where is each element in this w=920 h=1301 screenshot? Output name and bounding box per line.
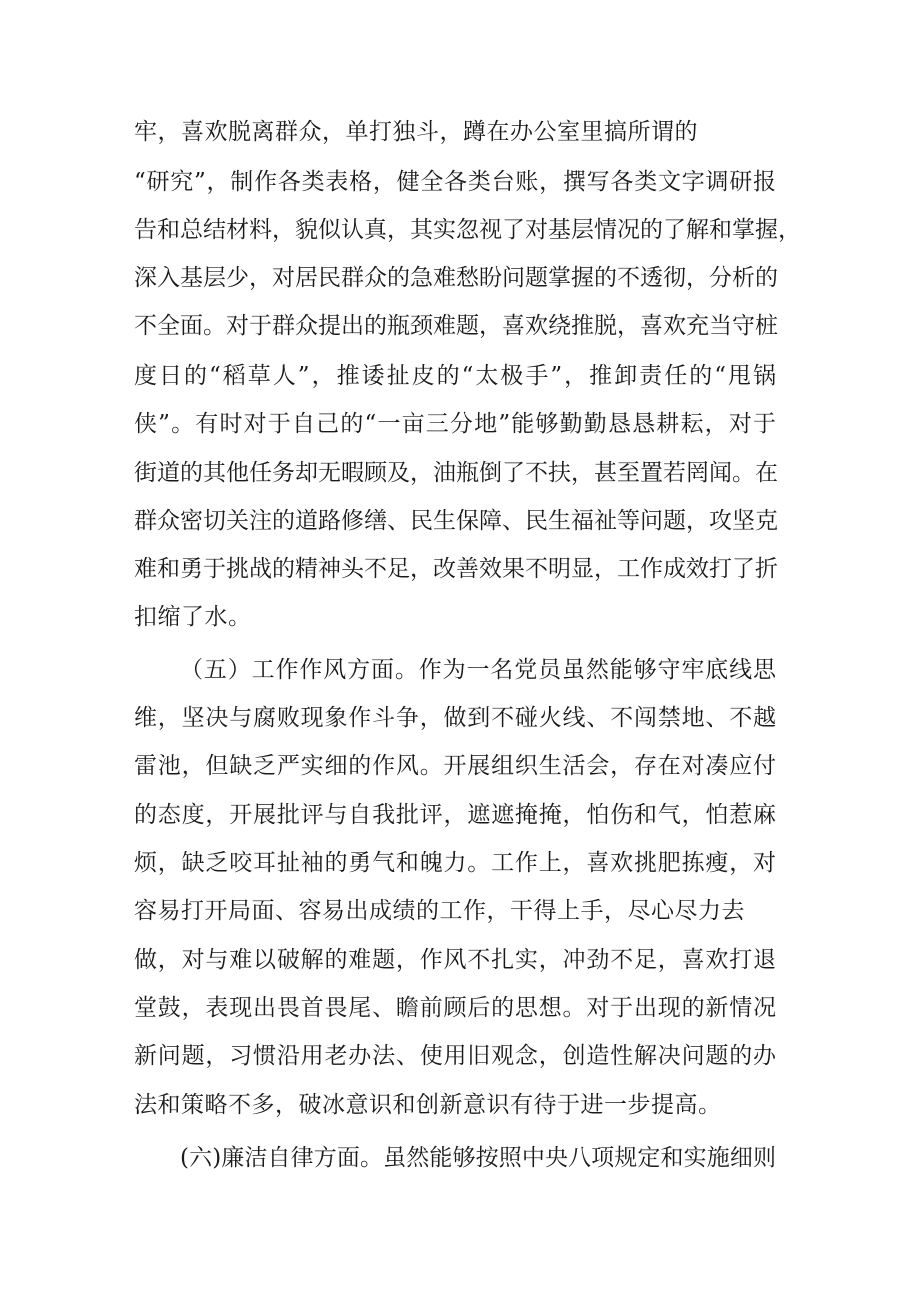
text-line: 雷池，但缺乏严实细的作风。开展组织生活会，存在对凑应付 — [134, 753, 776, 779]
text-line: 维，坚决与腐败现象作斗争，做到不碰火线、不闯禁地、不越 — [134, 705, 776, 731]
text-line: 的态度，开展批评与自我批评，遮遮掩掩，怕伤和气，怕惹麻 — [134, 802, 776, 828]
text-line: 群众密切关注的道路修缮、民生保障、民生福祉等问题，攻坚克 — [134, 508, 778, 534]
text-line: 牢，喜欢脱离群众，单打独斗，蹲在办公室里搞所谓的 — [134, 119, 698, 145]
text-line: 难和勇于挑战的精神头不足，改善效果不明显，工作成效打了折 — [134, 556, 778, 582]
text-line: 侠”。有时对于自己的“一亩三分地”能够勤勤恳恳耕耘，对于 — [134, 411, 776, 437]
text-line: 街道的其他任务却无暇顾及，油瓶倒了不扶，甚至置若罔闻。在 — [134, 460, 778, 486]
text-line: “研究”，制作各类表格，健全各类台账，撰写各类文字调研报 — [134, 169, 776, 195]
text-line: 烦，缺乏咬耳扯袖的勇气和魄力。工作上，喜欢挑肥拣瘦，对 — [134, 850, 776, 876]
text-line: 度日的“稻草人”，推诿扯皮的“太极手”，推卸责任的“甩锅 — [134, 363, 776, 389]
section-heading-line: (六)廉洁自律方面。虽然能够按照中央八项规定和实施细则 — [180, 1145, 776, 1171]
text-line: 法和策略不多，破冰意识和创新意识有待于进一步提高。 — [134, 1092, 722, 1118]
text-line: 告和总结材料，貌似认真，其实忽视了对基层情况的了解和掌握， — [134, 217, 801, 243]
section-heading-line: （五）工作作风方面。作为一名党员虽然能够守牢底线思 — [180, 657, 776, 683]
text-line: 做，对与难以破解的难题，作风不扎实，冲劲不足，喜欢打退 — [134, 947, 776, 973]
text-line: 堂鼓，表现出畏首畏尾、瞻前顾后的思想。对于出现的新情况 — [134, 995, 776, 1021]
text-line: 深入基层少，对居民群众的急难愁盼问题掌握的不透彻，分析的 — [134, 265, 778, 291]
text-line: 扣缩了水。 — [134, 604, 252, 630]
text-line: 新问题，习惯沿用老办法、使用旧观念，创造性解决问题的办 — [134, 1043, 776, 1069]
text-line: 容易打开局面、容易出成绩的工作，干得上手，尽心尽力去 — [134, 898, 745, 924]
text-line: 不全面。对于群众提出的瓶颈难题，喜欢绕推脱，喜欢充当守桩 — [134, 313, 778, 339]
